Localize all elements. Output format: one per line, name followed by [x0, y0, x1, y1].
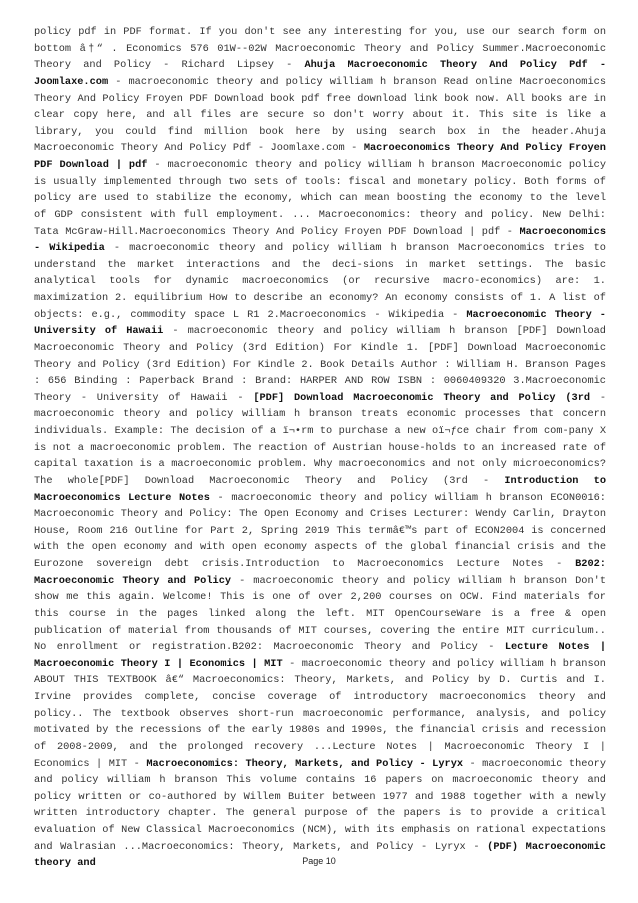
page-number: Page 10	[302, 856, 336, 866]
body-paragraph-text: - macroeconomic theory and policy william h branson ECON0016: Macroeconomic Theory and Policy: The Open Economy and Crises Lecturer: Wendy Carlin, Drayton House, Room 216 Outline for Part 2, Spring 2019 This termâ€™s part of ECON2004 is concerned with the open economy and with open economy aspects of the global financial crisis and the Eurozone sovereign debt crisis.Introduction to Macroeconomics Lecture Notes -	[34, 491, 606, 570]
body-paragraph-text: - macroeconomic theory and policy william h branson treats economic processes that concern individuals. Example: The decision of a ï¬•rm to purchase a new oï¬ƒce chair from com-pany X is not a macroeconomic problem. The reaction of Austrian house-holds to an increased rate of capital taxation is a macroeconomic problem. Why macroeconomics and not only microeconomics? The whole[PDF] Download Macroeconomic Theory and Policy (3rd -	[34, 391, 607, 487]
bold-heading-text: Macroeconomic Theory - University of Hawaii	[34, 308, 606, 338]
body-paragraph-text: - macroeconomic theory and policy william h branson [PDF] Download Macroeconomic Theory and Policy (3rd Edition) For Kindle 1. [PDF] Download Macroeconomic Theory and Policy (3rd Edition) For Kindle 2. Book Details Author : William H. Branson Pages : 656 Binding : Paperback Brand : Brand: HARPER AND ROW ISBN : 0060409320 3.Macroeconomic Theory - University of Hawaii -	[34, 325, 606, 404]
body-paragraph-text: - macroeconomic theory and policy william h branson Read online Macroeconomics Theory And Policy Froyen PDF Download book pdf free download link book now. All books are in clear copy here, and all files are secure so don't worry about it. This site is like a library, you could find million book here by using search box in the header.Ahuja Macroeconomic Theory And Policy Pdf - Joomlaxe.com -	[34, 75, 606, 155]
body-paragraph-text: - macroeconomic theory and policy william h branson Macroeconomic policy is usually implemented through two sets of tools: fiscal and monetary policy. Both forms of policy are used to stabilize the economy, which can mean boosting the economy to the level of GDP consistent with full employment. ... Macroeconomics: theory and policy. New Delhi: Tata McGraw-Hill.Macroeconomics Theory And Policy Froyen PDF Download | pdf -	[34, 159, 606, 238]
body-paragraph-text: - macroeconomic theory and policy william h branson This volume contains 16 papers on macroeconomic theory and policy written or co-authored by Willem Buiter between 1977 and 1988 together with a newly written introductory chapter. The general purpose of the papers is to provide a critical evaluation of New Classical Macroeconomics (NCM), with its emphasis on rational expectations and Walrasian ...Macroeconomics: Theory, Markets, and Policy - Lyryx -	[34, 757, 607, 853]
bold-heading-text: Ahuja Macroeconomic Theory And Policy Pdf - Joomlaxe.com	[34, 59, 606, 88]
document-body	[34, 24, 606, 872]
bold-heading-text: (PDF) Macroeconomic theory and	[34, 840, 606, 870]
bold-heading-text: Macroeconomics: Theory, Markets, and Policy - Lyryx	[146, 757, 464, 770]
bold-heading-text: Lecture Notes | Macroeconomic Theory I | Economics | MIT	[34, 641, 607, 670]
body-paragraph-text: - macroeconomic theory and policy william h branson Macroeconomics tries to understand the market interactions and the deci-sions in market settings. The basic analytical tools for dynamic macroeconomics (or recursive macro-economics) are: 1. maximization 2. equilibrium How to describe an economy? An economy consists of 1. A list of objects: e.g., commodity space L R1 2.Macroeconomics - Wikipedia -	[34, 242, 606, 321]
body-paragraph-text: - macroeconomic theory and policy william h branson ABOUT THIS TEXTBOOK â€“ Macroeconomics: Theory, Markets, and Policy by D. Curtis and I. Irvine provides complete, concise coverage of introductory macroeconomics theory and policy.. The textbook observes short-run macroeconomic performance, analysis, and policy motivated by the recessions of the early 1980s and 1990s, the financial crisis and recession of 2008-2009, and the prolonged recovery ...Lecture Notes | Macroeconomic Theory I | Economics | MIT -	[34, 657, 606, 770]
body-paragraph-text: - macroeconomic theory and policy william h branson Don't show me this again. Welcome! This is one of over 2,200 courses on OCW. Find materials for this course in the pages linked along the left. MIT OpenCourseWare is a free & open publication of material from thousands of MIT courses, covering the entire MIT curriculum.. No enrollment or registration.B202: Macroeconomic Theory and Policy -	[34, 574, 607, 654]
bold-heading-text: Introduction to Macroeconomics Lecture Notes	[34, 474, 607, 504]
bold-heading-text: B202: Macroeconomic Theory and Policy	[34, 558, 606, 587]
body-paragraph-text: policy pdf in PDF format. If you don't see any interesting for you, use our search form on bottom â†“ . Economics 576 01W--02W Macroeconomic Theory and Policy Summer.Macroeconomic Theory and Policy - Richard Lipsey -	[34, 26, 606, 72]
bold-heading-text: [PDF] Download Macroeconomic Theory and Policy (3rd	[253, 391, 591, 404]
bold-heading-text: Macroeconomics Theory And Policy Froyen PDF Download | pdf	[34, 142, 606, 171]
bold-heading-text: Macroeconomics - Wikipedia	[34, 225, 606, 255]
